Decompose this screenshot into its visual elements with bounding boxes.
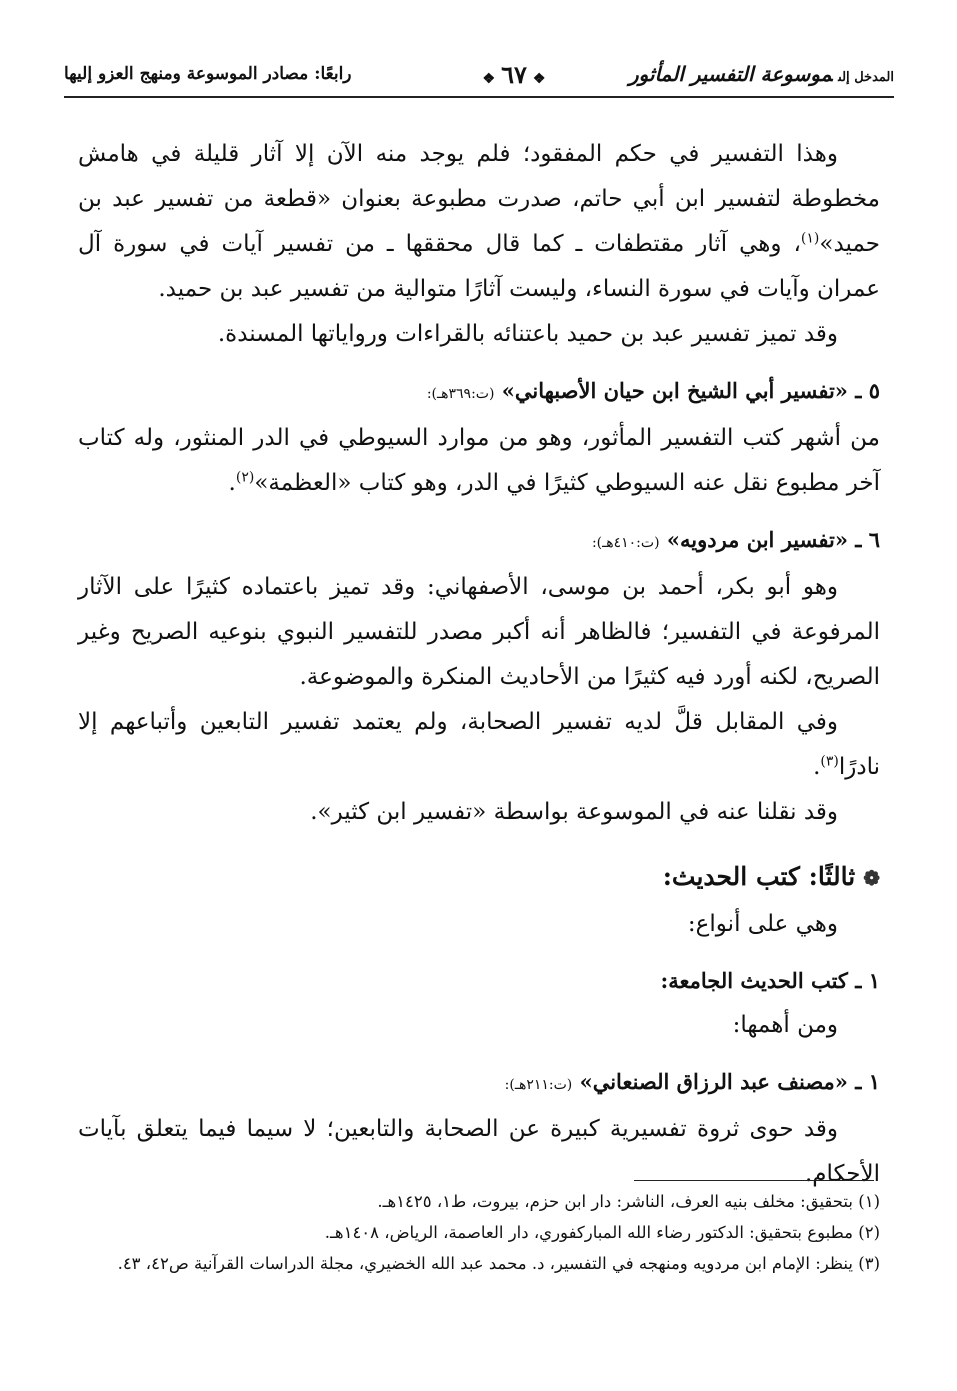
paragraph: وهو أبو بكر، أحمد بن موسى، الأصفهاني: وقد تميز باعتماده كثيرًا على الآثار المرفوعة في التفسير؛ فالظاهر أنه أكبر مصدر للتفسير النبوي بنوعيه الصريح وغير الصريح، لكنه أورد فيه كثيرًا من الأحاديث المنكرة والموضوعة. bbox=[78, 574, 880, 690]
paragraph-end: . bbox=[813, 754, 821, 780]
paragraph: ومن أهمها: bbox=[732, 1012, 838, 1038]
subheading bbox=[78, 1060, 880, 1107]
paragraph-text: ، وهي آثار مقتطفات ـ كما قال محققها ـ من تفسير آيات في سورة آل عمران وآيات في سورة النساء، وليست آثارًا متوالية من تفسير عبد بن حميد. bbox=[78, 231, 880, 302]
footnote-rule bbox=[634, 1180, 874, 1181]
running-header bbox=[64, 60, 894, 100]
subheading-title: ٥ ـ «تفسير أبي الشيخ ابن حيان الأصبهاني» bbox=[501, 378, 880, 403]
paragraph bbox=[78, 416, 880, 506]
header-book-name: موسوعة التفسير المأثور bbox=[629, 62, 833, 86]
header-section-title: رابعًا: مصادر الموسوعة ومنهج العزو إليها bbox=[64, 64, 352, 84]
death-date: (ت:٤١٠هـ): bbox=[591, 535, 660, 551]
section-heading-title: ثالثًا: كتب الحديث: bbox=[662, 862, 856, 891]
paragraph bbox=[78, 132, 880, 312]
ornament-icon: ❖ bbox=[482, 71, 496, 87]
main-text bbox=[78, 132, 880, 1197]
paragraph: وقد نقلنا عنه في الموسوعة بواسطة «تفسير ابن كثير». bbox=[310, 799, 838, 825]
footnote-ref: (١) bbox=[800, 230, 820, 247]
footnote-ref: (٣) bbox=[820, 753, 839, 770]
section-heading bbox=[78, 853, 880, 902]
header-rule bbox=[64, 96, 894, 98]
footnote: (٣) ينظر: الإمام ابن مردويه ومنهجه في التفسير، د. محمد عبد الله الخضيري، مجلة الدراسات القرآنية ص٤٢، ٤٣. bbox=[117, 1254, 880, 1273]
header-book-prefix: المدخل إلى bbox=[838, 70, 894, 85]
ornament-icon: ❖ bbox=[532, 71, 546, 87]
page-number-text: ٦٧ bbox=[501, 60, 527, 89]
subheading bbox=[78, 518, 880, 565]
subheading-title: ١ ـ «مصنف عبد الرزاق الصنعاني» bbox=[579, 1069, 880, 1094]
paragraph-text: وهذا التفسير في حكم المفقود؛ فلم يوجد منه الآن إلا آثار قليلة في هامش مخطوطة لتفسير ابن أبي حاتم، صدرت مطبوعة بعنوان «قطعة من تفسير عبد بن حميد» bbox=[78, 141, 880, 257]
header-book-title bbox=[629, 62, 894, 86]
paragraph: وقد تميز تفسير عبد بن حميد باعتنائه بالقراءات ورواياتها المسندة. bbox=[217, 321, 838, 347]
paragraph bbox=[78, 700, 880, 790]
flower-ornament-icon: ❁ bbox=[863, 866, 880, 890]
footnote: (٢) مطبوع بتحقيق: الدكتور رضاء الله المباركفوري، دار العاصمة، الرياض، ١٤٠٨هـ. bbox=[324, 1223, 880, 1242]
subheading bbox=[78, 369, 880, 416]
death-date: (ت:٢١١هـ): bbox=[504, 1077, 573, 1093]
paragraph: وقد حوى ثروة تفسيرية كبيرة عن الصحابة والتابعين؛ لا سيما فيما يتعلق بآيات الأحكام. bbox=[78, 1116, 880, 1187]
paragraph-text: وفي المقابل قلَّ لديه تفسير الصحابة، ولم يعتمد تفسير التابعين وأتباعهم إلا نادرًا bbox=[78, 709, 880, 780]
page-number bbox=[454, 60, 574, 89]
footnote-ref: (٢) bbox=[235, 469, 255, 486]
subheading-title: ٦ ـ «تفسير ابن مردويه» bbox=[666, 527, 880, 552]
footnotes bbox=[78, 1186, 880, 1279]
footnote: (١) بتحقيق: مخلف بنيه العرف، الناشر: دار ابن حزم، بيروت، ط١، ١٤٢٥هـ. bbox=[377, 1192, 880, 1211]
paragraph-text: من أشهر كتب التفسير المأثور، وهو من موارد السيوطي في الدر المنثور، وله كتاب آخر مطبوع نقل عنه السيوطي كثيرًا في الدر، وهو كتاب «العظمة» bbox=[78, 425, 880, 496]
death-date: (ت:٣٦٩هـ): bbox=[426, 386, 495, 402]
paragraph-end: . bbox=[228, 470, 236, 496]
subheading: ١ ـ كتب الحديث الجامعة: bbox=[660, 968, 880, 993]
paragraph: وهي على أنواع: bbox=[687, 911, 838, 937]
